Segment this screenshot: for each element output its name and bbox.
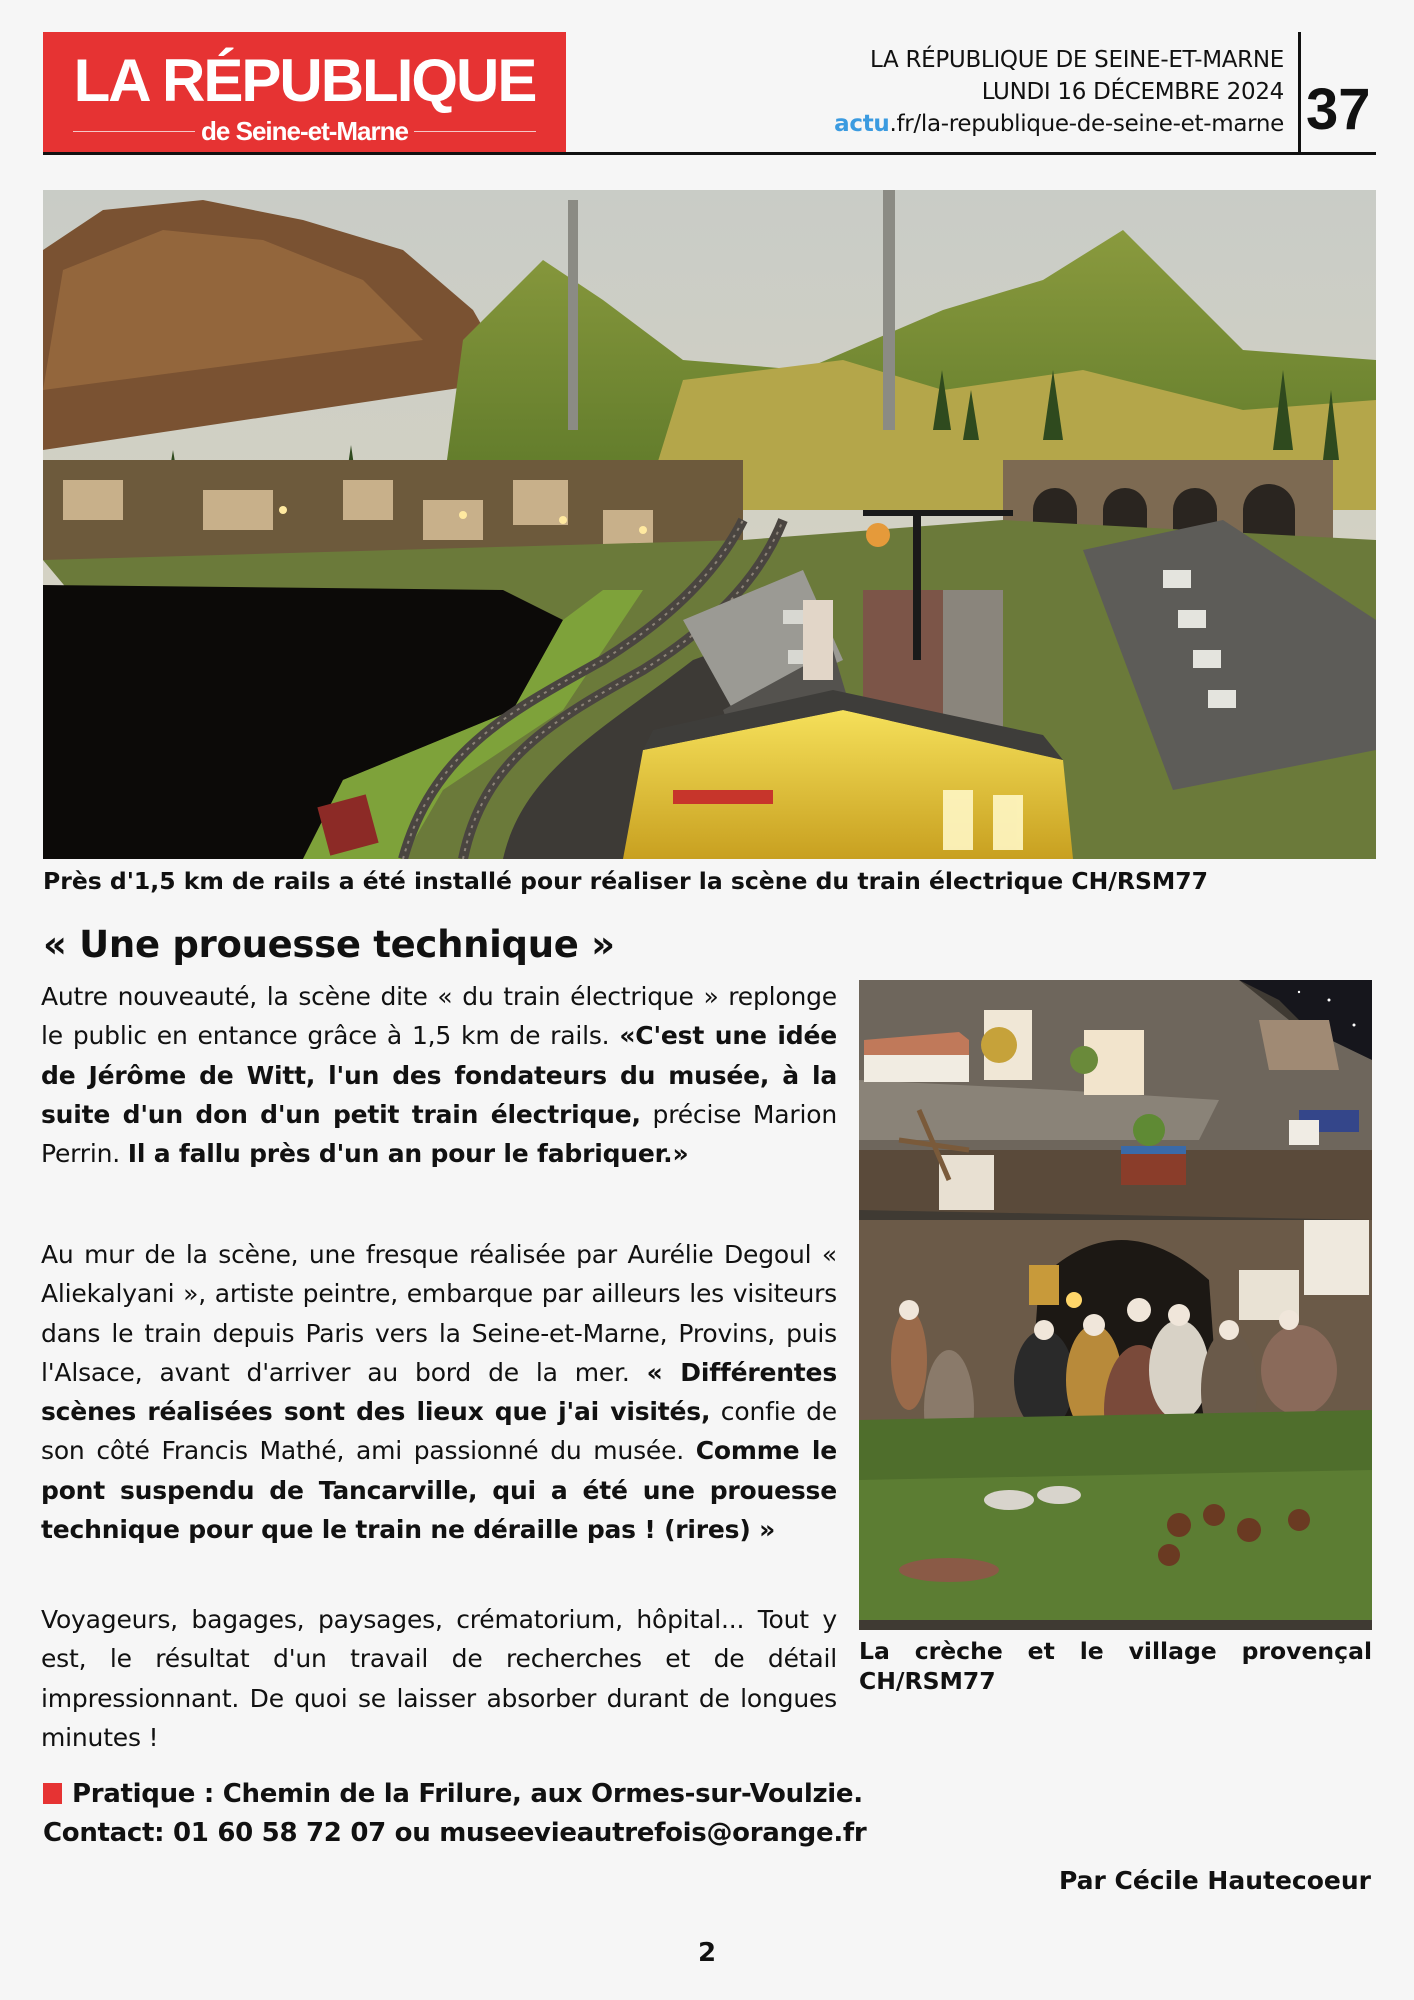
url-brand: actu [834, 111, 890, 137]
logo-rule-right [414, 131, 536, 132]
quote-run: Il a fallu près d'un an pour le fabriquer.» [127, 1139, 689, 1169]
website-url[interactable] [834, 108, 1284, 140]
article-byline: Par Cécile Hautecoeur [1058, 1866, 1371, 1895]
text-run: Au mur de la scène, une fresque réalisée par Aurélie Degoul « Aliekalyani », artiste peintre, embarque par ailleurs les visiteurs dans le train depuis Paris vers la Seine-et-Marne, Provins, puis l'Alsace, avant d'arriver au bord de la mer. [41, 1240, 837, 1387]
quote-run: Comme le pont suspendu de Tancarville, qui a été une prouesse technique pour que le train ne déraille pas ! (rires) » [41, 1436, 837, 1545]
text-run: Autre nouveauté, la scène dite « du train électrique » replonge le public en entance grâce à 1,5 km de rails. [41, 982, 837, 1051]
article-paragraph-3: Voyageurs, bagages, paysages, crématorium, hôpital... Tout y est, le résultat d'un travail de recherches et de détail impressionnant. De quoi se laisser absorber durant de longues minutes ! [41, 1605, 837, 1752]
practical-address [43, 1775, 866, 1814]
issue-date: LUNDI 16 DÉCEMBRE 2024 [981, 79, 1284, 105]
header-rule [43, 152, 1376, 155]
logo-title: LA RÉPUBLIQUE [73, 47, 536, 114]
logo-subtitle: de Seine-et-Marne [201, 116, 408, 146]
practical-address-text: Pratique : Chemin de la Frilure, aux Ormes-sur-Voulzie. [72, 1779, 863, 1809]
article-paragraph-1 [41, 977, 837, 1173]
footer-page-number: 2 [697, 1938, 717, 1968]
practical-info [43, 1775, 866, 1853]
photo-caption-creche: La crèche et le village provençal CH/RSM77 [859, 1637, 1372, 1695]
red-square-bullet-icon [43, 1783, 62, 1804]
text-run: confie de son côté Francis Mathé, ami passionné du musée. [41, 1397, 837, 1466]
photo-caption-railway: Près d'1,5 km de rails a été installé pour réaliser la scène du train électrique CH/RSM77 [43, 867, 1208, 895]
header-info [834, 44, 1284, 140]
quote-run: «C'est une idée de Jérôme de Witt, l'un des fondateurs du musée, à la suite d'un don d'un petit train électrique, [41, 1021, 837, 1129]
photo-model-railway [43, 190, 1376, 859]
quote-run: « Différentes scènes réalisées sont des lieux que j'ai visités, [41, 1357, 837, 1427]
logo-rule-left [73, 131, 195, 132]
page-number: 37 [1306, 77, 1371, 142]
photo-provencal-creche [859, 980, 1372, 1630]
header-divider [1298, 32, 1301, 154]
article-headline: « Une prouesse technique » [43, 923, 615, 966]
newspaper-logo [43, 32, 566, 154]
url-path: .fr/la-republique-de-seine-et-marne [889, 111, 1284, 137]
publication-name: LA RÉPUBLIQUE DE SEINE-ET-MARNE [869, 47, 1284, 73]
practical-contact: Contact: 01 60 58 72 07 ou museevieautrefois@orange.fr [43, 1818, 867, 1848]
article-paragraph-2 [41, 1235, 837, 1549]
text-run: précise Marion Perrin. [41, 1099, 837, 1169]
